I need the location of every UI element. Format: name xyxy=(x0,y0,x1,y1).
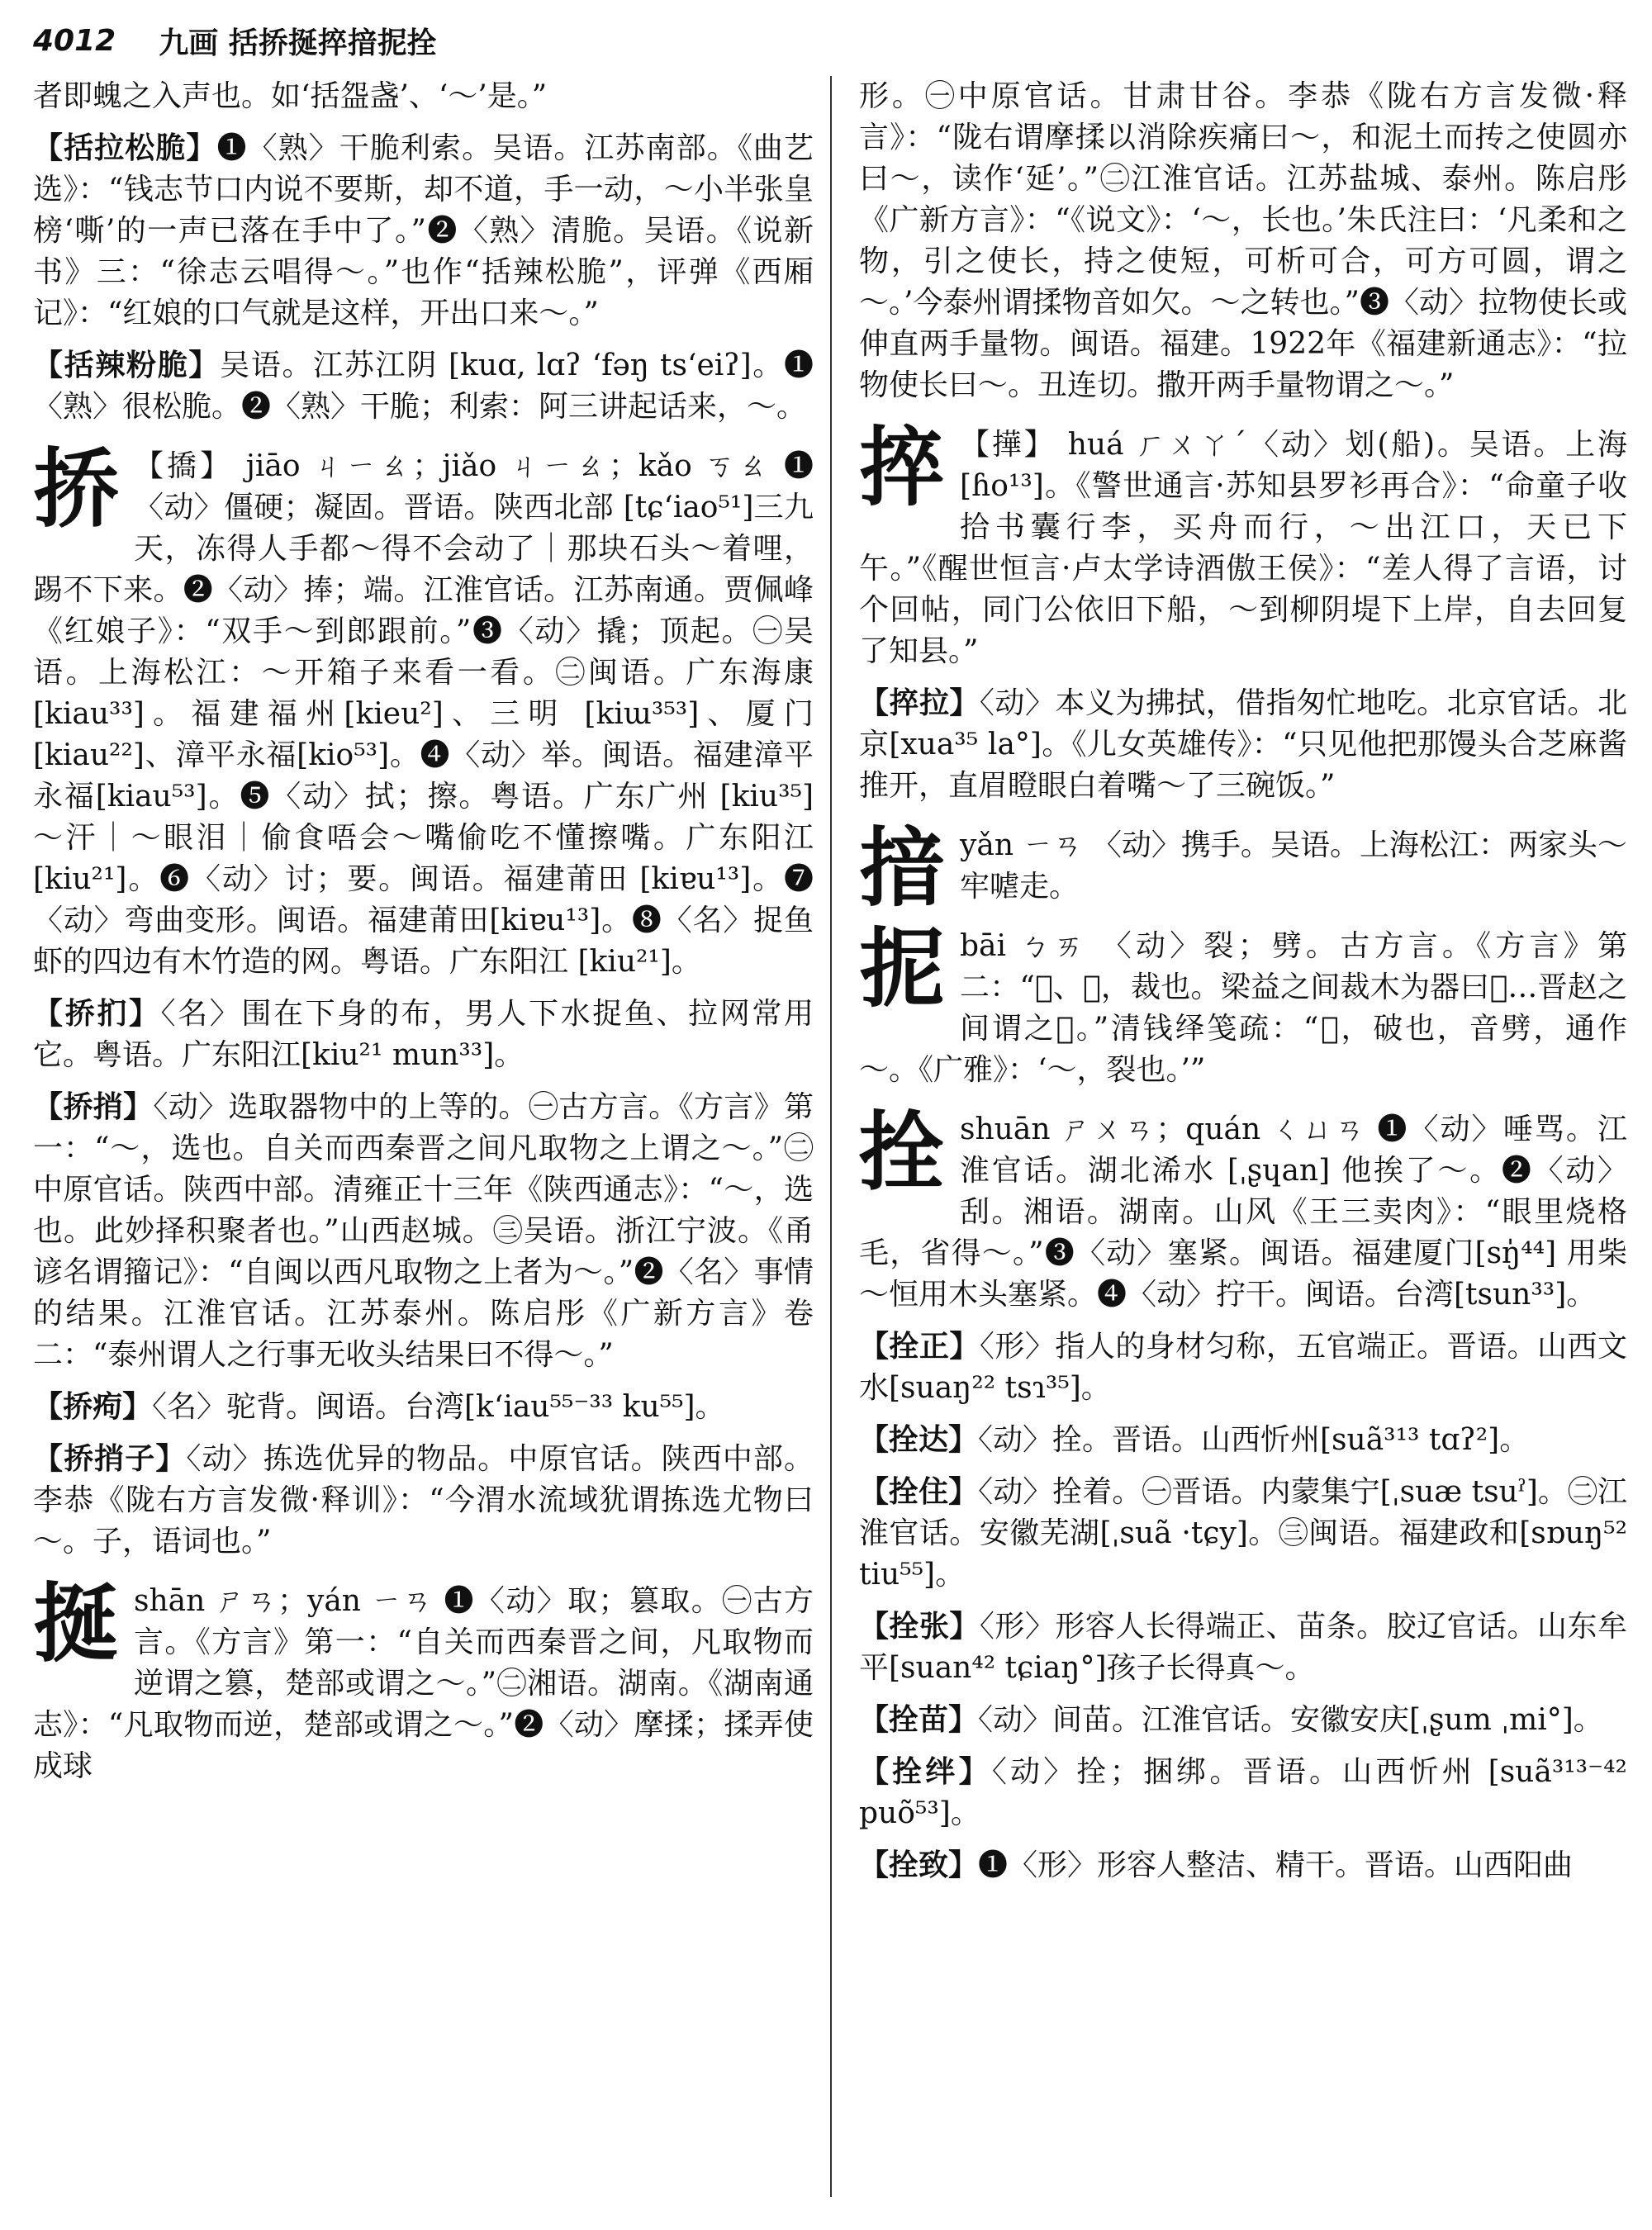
entry-headword: 【挢痀】 xyxy=(33,1389,153,1424)
entry-definition: 【撶】 huá ㄏㄨㄚˊ〈动〉划(船)。吴语。上海[ɦo¹³]。《警世通言·苏知县罗衫再合》：“命童子收拾书囊行李，买舟而行，～出江口，天已下午。”《醒世恒言·卢太学诗酒傲王侯》：“差人得了言语，讨个回帖，同门公依旧下船，～到柳阴堤下上岸，自去回复了知县。” xyxy=(859,428,1627,668)
entry-headword: 【拴绊】 xyxy=(859,1754,992,1789)
entry-headword: 【挢扪】 xyxy=(33,996,161,1031)
entry-definition: bāi ㄅㄞ 〈动〉裂；劈。古方言。《方言》第二：“𧴿、𢬆，裁也。梁益之间裁木为器曰𧴿…晋赵之间谓之𧴿。”清钱绎笺疏：“𧴿，破也，音劈，通作～。《广雅》：‘～，裂也。’” xyxy=(859,929,1627,1087)
headword-character: 挢 xyxy=(33,438,120,539)
headword-character: 抳 xyxy=(859,918,946,1019)
continued-text: 者即螝之入声也。如‘括盌盏’、‘～’是。” xyxy=(33,79,548,113)
entry-definition: 〈动〉拣选优异的物品。中原官话。陕西中部。李恭《陇右方言发微·释训》：“今渭水流域犹谓拣选尤物曰～。子，语词也。” xyxy=(33,1442,814,1559)
entry-shuan-zheng xyxy=(859,1326,1627,1409)
entry-definition: shuān ㄕㄨㄢ；quán ㄑㄩㄢ ❶〈动〉唾骂。江淮官话。湖北浠水 [ˌʂɥan] 他挨了～。❷〈动〉刮。湘语。湖南。山风《王三卖肉》：“眼里烧格毛，省得～。”❸〈动〉塞紧。闽语。福建厦门[sŋ̍⁴⁴] 用柴～恒用木头塞紧。❹〈动〉拧干。闽语。台湾[tsun³³]。 xyxy=(859,1113,1627,1312)
page-title: 九画 括挢挻捽揞抳拴 xyxy=(159,25,437,60)
entry-jiao-shao-zi xyxy=(33,1438,814,1563)
entry-definition: 〈形〉形容人长得端正、苗条。胶辽官话。山东牟平[suan⁴² tɕiaŋ°]孩子长得真～。 xyxy=(859,1610,1627,1685)
entry-definition: 〈动〉本义为拂拭，借指匆忙地吃。北京官话。北京[xua³⁵ la°]。《儿女英雄传》：“只见他把那馒头合芝麻酱推开，直眉瞪眼白着嘴～了三碗饭。” xyxy=(859,686,1627,803)
entry-definition: yǎn ㄧㄢ 〈动〉携手。吴语。上海松江：两家头～牢㖸走。 xyxy=(960,828,1627,904)
entry-shuan-zhu xyxy=(859,1471,1627,1596)
entry-definition: ❶〈形〉形容人整洁、精干。晋语。山西阳曲 xyxy=(978,1848,1574,1882)
entry-headword: 【拴达】 xyxy=(859,1422,979,1457)
left-column xyxy=(33,76,814,2213)
right-column xyxy=(859,76,1627,2213)
entry-shuan-zhi xyxy=(859,1844,1627,1886)
entry-shuan-ban xyxy=(859,1751,1627,1834)
entry-definition: 〈名〉驼背。闽语。台湾[kʻiau⁵⁵⁻³³ ku⁵⁵]。 xyxy=(152,1390,725,1424)
headword-character: 拴 xyxy=(859,1101,946,1203)
entry-char-shan xyxy=(33,1573,814,1787)
entry-definition: 〈动〉拴。晋语。山西忻州[suã³¹³ tɑʔ²]。 xyxy=(978,1423,1530,1457)
entry-definition: 〈动〉拴着。㊀晋语。内蒙集宁[ˌsuæ tsuˀ]。㊁江淮官话。安徽芜湖[ˌsuã ·tɕy]。㊂闽语。福建政和[sɒuŋ⁵² tiu⁵⁵]。 xyxy=(859,1475,1627,1592)
entry-kuo-la-song-cui xyxy=(33,127,814,334)
entry-headword: 【括拉松脆】 xyxy=(33,130,217,165)
continued-text: 形。㊀中原官话。甘肃甘谷。李恭《陇右方言发微·释言》：“陇右谓摩揉以消除疾痛曰～，和泥土而抟之使圆亦曰～，读作‘延’。”㊁江淮官话。江苏盐城、泰州。陈启彤《广新方言》：“《说文》：‘～，长也。’朱氏注曰：‘凡柔和之物，引之使长，持之使短，可析可合，可方可圆，谓之～。’今泰州谓揉物音如欠。～之转也。”❸〈动〉拉物使长或伸直两手量物。闽语。福建。1922年《福建新通志》：“拉物使长曰～。丑连切。撒开两手量物谓之～。” xyxy=(859,79,1627,402)
entry-definition: 〈名〉围在下身的布，男人下水捉鱼、拉网常用它。粤语。广东阳江[kiu²¹ mun³³]。 xyxy=(33,997,814,1072)
entry-definition: 〈动〉拴；捆绑。晋语。山西忻州 [suã³¹³⁻⁴² puõ⁵³]。 xyxy=(859,1755,1627,1830)
entry-definition: 〈动〉选取器物中的上等的。㊀古方言。《方言》第一：“～，选也。自关而西秦晋之间凡取物之上谓之～。”㊁中原官话。陕西中部。清雍正十三年《陕西通志》：“～，选也。此妙择积聚者也。”山西赵城。㊂吴语。浙江宁波。《甬谚名谓籀记》：“自闽以西凡取物之上者为～。”❷〈名〉事情的结果。江淮官话。江苏泰州。陈启彤《广新方言》卷二：“泰州谓人之行事无收头结果曰不得～。” xyxy=(33,1090,814,1372)
entry-definition: 〈动〉间苗。江淮官话。安徽安庆[ˌʂum ˌmi°]。 xyxy=(978,1703,1603,1737)
page-number: 4012 xyxy=(33,23,116,58)
page-header xyxy=(33,15,1619,66)
entry-jiao-shao xyxy=(33,1086,814,1376)
entry-headword: 【拴正】 xyxy=(859,1329,980,1364)
entry-definition: ❶〈熟〉干脆利索。吴语。江苏南部。《曲艺选》：“钱志节口内说不要斯，却不道，手一动，～小半张皇榜‘嘶’的一声已落在手中了。”❷〈熟〉清脆。吴语。《说新书》三：“徐志云唱得～。”也作“括辣松脆”，评弹《西厢记》：“红娘的口气就是这样，开出口来～。” xyxy=(33,131,814,330)
entry-kuo-la-fen-cui xyxy=(33,344,814,428)
entry-char-yan xyxy=(859,817,1627,918)
entry-headword: 【拴致】 xyxy=(859,1848,979,1882)
entry-definition: 〈形〉指人的身材匀称，五官端正。晋语。山西文水[suaŋ²² tsɿ³⁵]。 xyxy=(859,1330,1627,1405)
entry-shuan-zhang xyxy=(859,1606,1627,1689)
entry-headword: 【挢捎子】 xyxy=(33,1441,187,1476)
column-divider xyxy=(830,76,832,2197)
entry-shuan-da xyxy=(859,1419,1627,1461)
entry-headword: 【括辣粉脆】 xyxy=(33,348,221,382)
entry-hua-la xyxy=(859,682,1627,807)
entry-jiao-men xyxy=(33,993,814,1076)
headword-character: 捽 xyxy=(859,416,946,518)
entry-shuan-miao xyxy=(859,1699,1627,1741)
entry-definition: 【撟】 jiāo ㄐㄧㄠ；jiǎo ㄐㄧㄠ；kǎo ㄎㄠ ❶〈动〉僵硬；凝固。晋语。陕西北部 [tɕʻiao⁵¹]三九天，冻得人手都～得不会动了｜那块石头～着哩，踢不下来。❷〈动〉捧；端。江淮官话。江苏南通。贾佩峰《红娘子》：“双手～到郎跟前。”❸〈动〉撬；顶起。㊀吴语。上海松江：～开箱子来看一看。㊁闽语。广东海康 [kiau³³]。福建福州[kieu²]、三明 [kiɯ³⁵³]、厦门 [kiau²²]、漳平永福[kio⁵³]。❹〈动〉举。闽语。福建漳平永福[kiau⁵³]。❺〈动〉拭；擦。粤语。广东广州 [kiu³⁵] ～汗｜～眼泪｜偷食唔会～嘴偷吃不懂擦嘴。广东阳江 [kiu²¹]。❻〈动〉讨；要。闽语。福建莆田 [kiɐu¹³]。❼〈动〉弯曲变形。闽语。福建莆田[kiɐu¹³]。❽〈名〉捉鱼虾的四边有木竹造的网。粤语。广东阳江 [kiu²¹]。 xyxy=(33,449,814,979)
headword-character: 揞 xyxy=(859,817,946,918)
entry-definition: shān ㄕㄢ；yán ㄧㄢ ❶〈动〉取；篡取。㊀古方言。《方言》第一：“自关而西秦晋之间，凡取物而逆谓之篡，楚部或谓之～。”㊁湘语。湖南。《湖南通志》：“凡取物而逆，楚部或谓之～。”❷〈动〉摩揉；揉弄使成球 xyxy=(33,1584,814,1783)
headword-character: 挻 xyxy=(33,1573,120,1674)
entry-char-shuan xyxy=(859,1101,1627,1316)
entry-char-jiao xyxy=(33,438,814,983)
entry-jiao-ju xyxy=(33,1386,814,1428)
entry-definition: 吴语。江苏江阴 [kuɑ, lɑʔ ʻfəŋ tsʻeiʔ]。❶〈熟〉很松脆。❷〈熟〉干脆；利索：阿三讲起话来，～。 xyxy=(33,349,814,424)
entry-headword: 【拴苗】 xyxy=(859,1702,979,1737)
entry-char-bai xyxy=(859,918,1627,1091)
entry-headword: 【捽拉】 xyxy=(859,686,980,720)
entry-headword: 【拴张】 xyxy=(859,1609,980,1644)
entry-char-hua xyxy=(859,416,1627,672)
entry-headword: 【拴住】 xyxy=(859,1474,979,1509)
entry-headword: 【挢捎】 xyxy=(33,1089,154,1124)
